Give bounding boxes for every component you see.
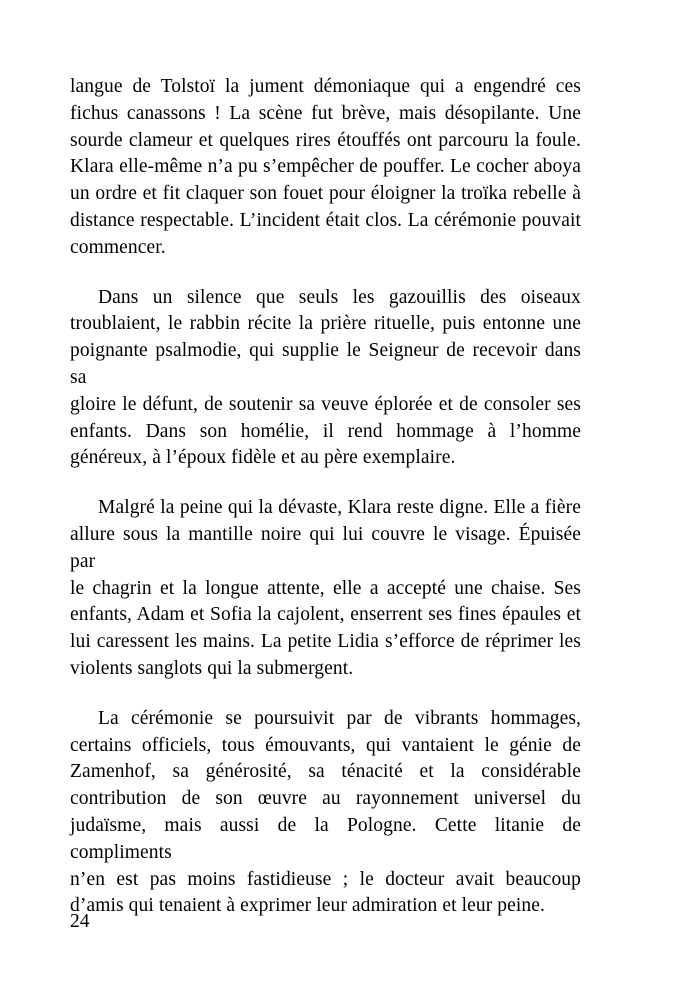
text-line: Malgré la peine qui la dévaste, Klara reste digne. Elle a fière <box>98 497 581 519</box>
text-line: La cérémonie se poursuivit par de vibrants hommages, <box>98 707 581 729</box>
text-line: certains officiels, tous émouvants, qui vantaient le génie de <box>70 734 581 756</box>
text-line: lui caressent les mains. La petite Lidia s’efforce de réprimer les <box>70 631 581 653</box>
text-line: Dans un silence que seuls les gazouillis des oiseaux <box>98 286 581 308</box>
paragraph <box>70 495 581 683</box>
paragraph <box>70 706 581 920</box>
text-line: le chagrin et la longue attente, elle a accepté une chaise. Ses <box>70 577 581 599</box>
text-line: Zamenhof, sa générosité, sa ténacité et la considérable <box>70 761 581 783</box>
text-line: n’en est pas moins fastidieuse ; le docteur avait beaucoup <box>70 868 581 890</box>
page-text-block <box>70 74 581 943</box>
text-line: généreux, à l’époux fidèle et au père exemplaire. <box>70 447 456 469</box>
text-line: distance respectable. L’incident était clos. La cérémonie pouvait <box>70 209 581 231</box>
paragraph <box>70 285 581 473</box>
text-line: fichus canassons ! La scène fut brève, mais désopilante. Une <box>70 102 581 124</box>
text-line: enfants. Dans son homélie, il rend hommage à l’homme <box>70 420 581 442</box>
text-line: judaïsme, mais aussi de la Pologne. Cette litanie de compliments <box>70 814 581 863</box>
text-line: gloire le défunt, de soutenir sa veuve éplorée et de consoler ses <box>70 393 581 415</box>
text-line: contribution de son œuvre au rayonnement universel du <box>70 788 581 810</box>
text-line: allure sous la mantille noire qui lui couvre le visage. Épuisée par <box>70 523 581 572</box>
page-number: 24 <box>70 911 90 932</box>
text-line: sourde clameur et quelques rires étouffés ont parcouru la foule. <box>70 129 581 151</box>
text-line: poignante psalmodie, qui supplie le Seigneur de recevoir dans sa <box>70 340 581 388</box>
text-line: d’amis qui tenaient à exprimer leur admiration et leur peine. <box>70 895 546 917</box>
text-line: enfants, Adam et Sofia la cajolent, enserrent ses fines épaules et <box>70 604 581 626</box>
text-line: un ordre et fit claquer son fouet pour éloigner la troïka rebelle à <box>70 183 581 205</box>
paragraph <box>70 74 581 262</box>
text-line: langue de Tolstoï la jument démoniaque qui a engendré ces <box>70 76 581 97</box>
text-line: violents sanglots qui la submergent. <box>70 657 354 679</box>
text-line: troublaient, le rabbin récite la prière rituelle, puis entonne une <box>70 313 581 335</box>
text-line: Klara elle-même n’a pu s’empêcher de pouffer. Le cocher aboya <box>70 156 581 178</box>
text-line: commencer. <box>70 236 166 258</box>
